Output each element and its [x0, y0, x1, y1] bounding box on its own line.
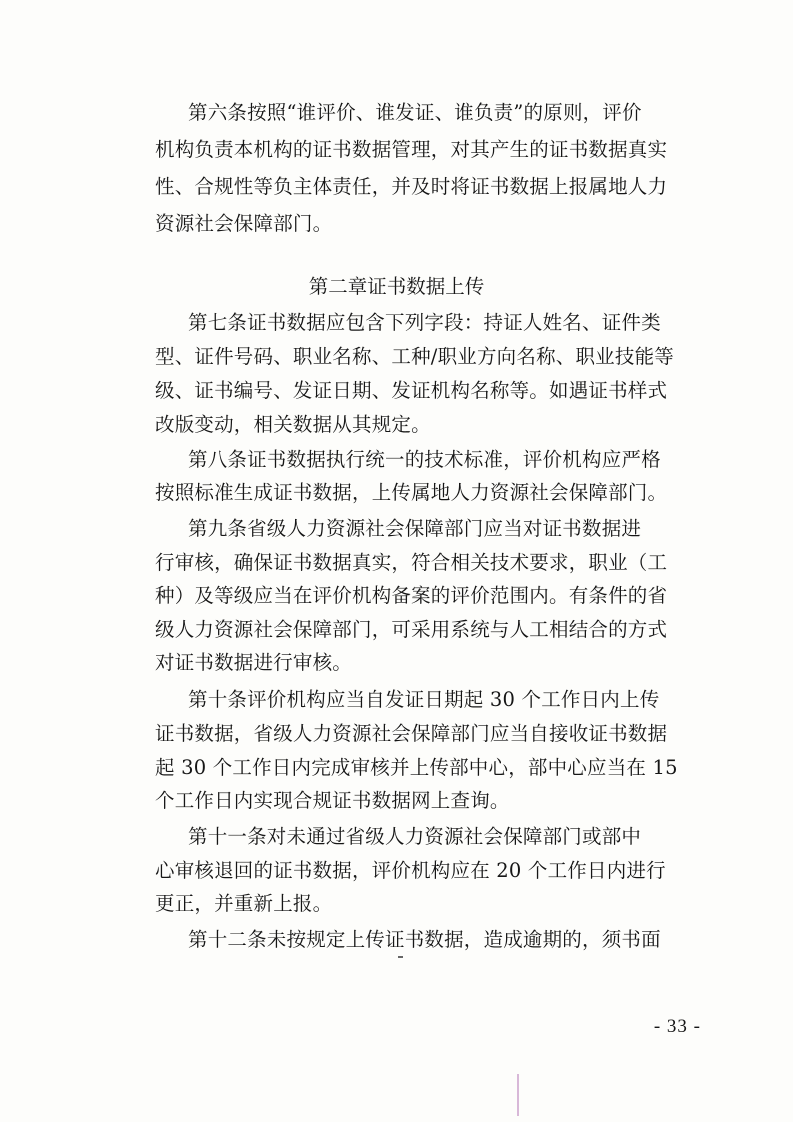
article-9-line-2: 行审核，确保证书数据真实，符合相关技术要求，职业（工 [155, 551, 668, 574]
article-11-line-3: 更正，并重新上报。 [155, 892, 333, 915]
page-number: - 33 - [653, 1016, 701, 1037]
article-7-line-4: 改版变动，相关数据从其规定。 [155, 413, 431, 436]
article-9-line-1: 第九条省级人力资源社会保障部门应当对证书数据进 [188, 517, 642, 540]
article-10-line-1: 第十条评价机构应当自发证日期起 30 个工作日内上传 [188, 688, 660, 711]
article-12-line-1: 第十二条未按规定上传证书数据，造成逾期的，须书面 [188, 928, 661, 951]
article-6-line-1: 第六条按照“谁评价、谁发证、谁负责”的原则，评价 [188, 101, 642, 124]
article-6-line-4: 资源社会保障部门。 [155, 212, 333, 235]
article-10-line-4: 个工作日内实现合规证书数据网上查询。 [155, 789, 510, 812]
article-8-line-1: 第八条证书数据执行统一的技术标准，评价机构应严格 [188, 448, 661, 471]
article-11-line-1: 第十一条对未通过省级人力资源社会保障部门或部中 [188, 825, 642, 848]
article-7-line-2: 型、证件号码、职业名称、工种/职业方向名称、职业技能等 [155, 345, 674, 368]
article-11-line-2: 心审核退回的证书数据，评价机构应在 20 个工作日内进行 [155, 859, 666, 882]
article-9-line-5: 对证书数据进行审核。 [155, 651, 353, 674]
article-10-line-3: 起 30 个工作日内完成审核并上传部中心，部中心应当在 15 [155, 756, 678, 779]
chapter-heading: 第二章证书数据上传 [308, 275, 485, 298]
article-6-line-3: 性、合规性等负主体责任，并及时将证书数据上报属地人力 [155, 175, 668, 198]
article-7-line-1: 第七条证书数据应包含下列字段：持证人姓名、证件类 [188, 311, 661, 334]
article-9-line-4: 级人力资源社会保障部门，可采用系统与人工相结合的方式 [155, 618, 668, 641]
article-9-line-3: 种）及等级应当在评价机构备案的评价范围内。有条件的省 [155, 584, 668, 607]
article-10-line-2: 证书数据，省级人力资源社会保障部门应当自接收证书数据 [155, 722, 668, 745]
article-6-line-2: 机构负责本机构的证书数据管理，对其产生的证书数据真实 [155, 138, 668, 161]
scan-artifact [517, 1074, 519, 1116]
article-8-line-2: 按照标准生成证书数据，上传属地人力资源社会保障部门。 [155, 481, 668, 504]
scan-speck [398, 956, 403, 958]
article-7-line-3: 级、证书编号、发证日期、发证机构名称等。如遇证书样式 [155, 379, 668, 402]
